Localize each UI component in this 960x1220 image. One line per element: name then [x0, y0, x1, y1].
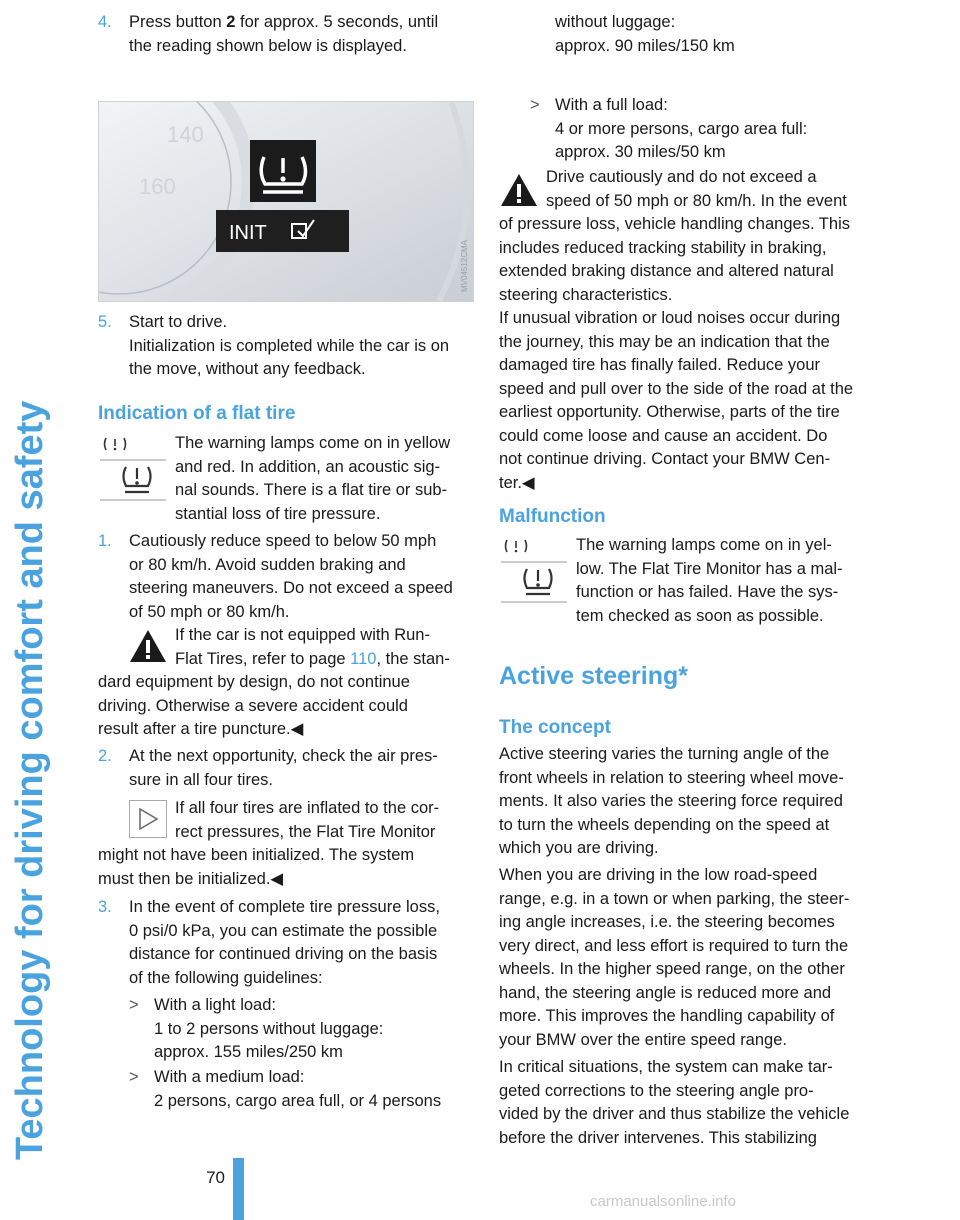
flat-tire-symbol [100, 434, 166, 502]
note-arrow-icon [129, 800, 167, 840]
warning-1-first-lines: If the car is not equipped with Run- Flat Tires, refer to page 110, the stan- [175, 626, 450, 668]
step-4-number: 4. [98, 13, 112, 31]
bullet-2-marker: > [129, 1068, 139, 1086]
malfunction-heading: Malfunction [499, 506, 606, 527]
concept-heading: The concept [499, 717, 611, 738]
bullet-3-marker: > [530, 96, 540, 114]
step-5-text: Start to drive. Initialization is completed while the car is on the move, without any feedback. [129, 313, 450, 378]
instrument-display-figure [98, 101, 474, 302]
malfunction-symbol [501, 536, 567, 604]
figure-code: MV04512CMA [460, 239, 469, 292]
bullet-2-continued: without luggage: approx. 90 miles/150 km [555, 13, 735, 55]
tire-warning-icon [501, 536, 567, 604]
step-1-number: 1. [98, 532, 112, 550]
concept-paragraph-3: In critical situations, the system can make tar- geted corrections to the steering angle pro- vided by the driver and thus stabilize the vehicle before the driver intervenes. This stabilizing [499, 1058, 850, 1147]
page-110-link[interactable]: 110 [350, 649, 377, 668]
malfunction-text: The warning lamps come on in yel- low. The Flat Tire Monitor has a mal- function or has failed. Have the sys- tem checked as soon as possible. [576, 536, 843, 625]
init-display-text: INIT [229, 222, 267, 244]
flat-tire-text: The warning lamps come on in yellow and red. In addition, an acoustic sig- nal sounds. There is a flat tire or sub- stantial loss of tire pressure. [175, 434, 451, 523]
footer-watermark: carmanualsonline.info [590, 1193, 736, 1210]
warning-2-first-lines: Drive cautiously and do not exceed a speed of 50 mph or 80 km/h. In the event [546, 168, 847, 210]
warning-triangle-2 [500, 172, 538, 208]
warning-triangle-1 [129, 628, 167, 664]
instrument-cluster-illustration [99, 102, 473, 301]
tire-warning-icon [100, 434, 166, 502]
chapter-side-title: Technology for driving comfort and safety [9, 400, 51, 1160]
page-number: 70 [206, 1168, 225, 1187]
concept-paragraph-2: When you are driving in the low road-speed range, e.g. in a town or when parking, the steer- ing angle increases, i.e. the steering becomes very direct, and less effort is required to turn the wheels. In the higher speed range, on the other hand, the steering angle is reduced more and more. This improves the handling capability of your BMW over the entire speed range. [499, 866, 850, 1049]
flat-tire-heading: Indication of a flat tire [98, 403, 296, 424]
note-symbol-1 [129, 800, 167, 840]
warning-1-rest: dard equipment by design, do not continue driving. Otherwise a severe accident could result after a tire puncture.◀ [98, 673, 410, 738]
concept-paragraph-1: Active steering varies the turning angle of the front wheels in relation to steering wheel move- ments. It also varies the steering force required to turn the wheels depending on the speed at which you are driving. [499, 745, 844, 857]
warning-triangle-icon [500, 172, 538, 208]
bullet-1-text: With a light load: 1 to 2 persons without luggage: approx. 155 miles/250 km [154, 996, 384, 1061]
step-3-text: In the event of complete tire pressure loss, 0 psi/0 kPa, you can estimate the possible distance for continued driving on the basis of the following guidelines: [129, 898, 440, 987]
note-1-rest: might not have been initialized. The system must then be initialized.◀ [98, 846, 415, 888]
step-1-text: Cautiously reduce speed to below 50 mph or 80 km/h. Avoid sudden braking and steering maneuvers. Do not exceed a speed of 50 mph or 80 km/h. [129, 532, 453, 621]
step-3-number: 3. [98, 898, 112, 916]
bullet-2-text: With a medium load: 2 persons, cargo area full, or 4 persons [154, 1068, 442, 1110]
note-1-first-lines: If all four tires are inflated to the cor- rect pressures, the Flat Tire Monitor [175, 799, 440, 841]
gauge-label-140: 140 [167, 122, 204, 147]
step-4-text: Press button 2 for approx. 5 seconds, until the reading shown below is displayed. [129, 13, 439, 55]
step-5-number: 5. [98, 313, 112, 331]
step-2-text: At the next opportunity, check the air pres- sure in all four tires. [129, 747, 438, 789]
active-steering-heading: Active steering* [499, 662, 688, 690]
step-2-number: 2. [98, 747, 112, 765]
bullet-1-marker: > [129, 996, 139, 1014]
gauge-label-160: 160 [139, 174, 176, 199]
page-number-bar [233, 1158, 244, 1220]
bullet-3-text: With a full load: 4 or more persons, cargo area full: approx. 30 miles/50 km [555, 96, 808, 161]
warning-triangle-icon [129, 628, 167, 664]
warning-2-rest: of pressure loss, vehicle handling changes. This includes reduced tracking stability in braking, extended braking distance and altered natural steering characteristics. If unusual vibration or loud noises occur during the journey, this may be an indication that the damaged tire has finally failed. Reduce your speed and pull over to the side of the road at the earliest opportunity. Otherwise, parts of the tire could come loose and cause an accident. Do not continue driving. Contact your BMW Cen- ter.◀ [499, 215, 854, 492]
